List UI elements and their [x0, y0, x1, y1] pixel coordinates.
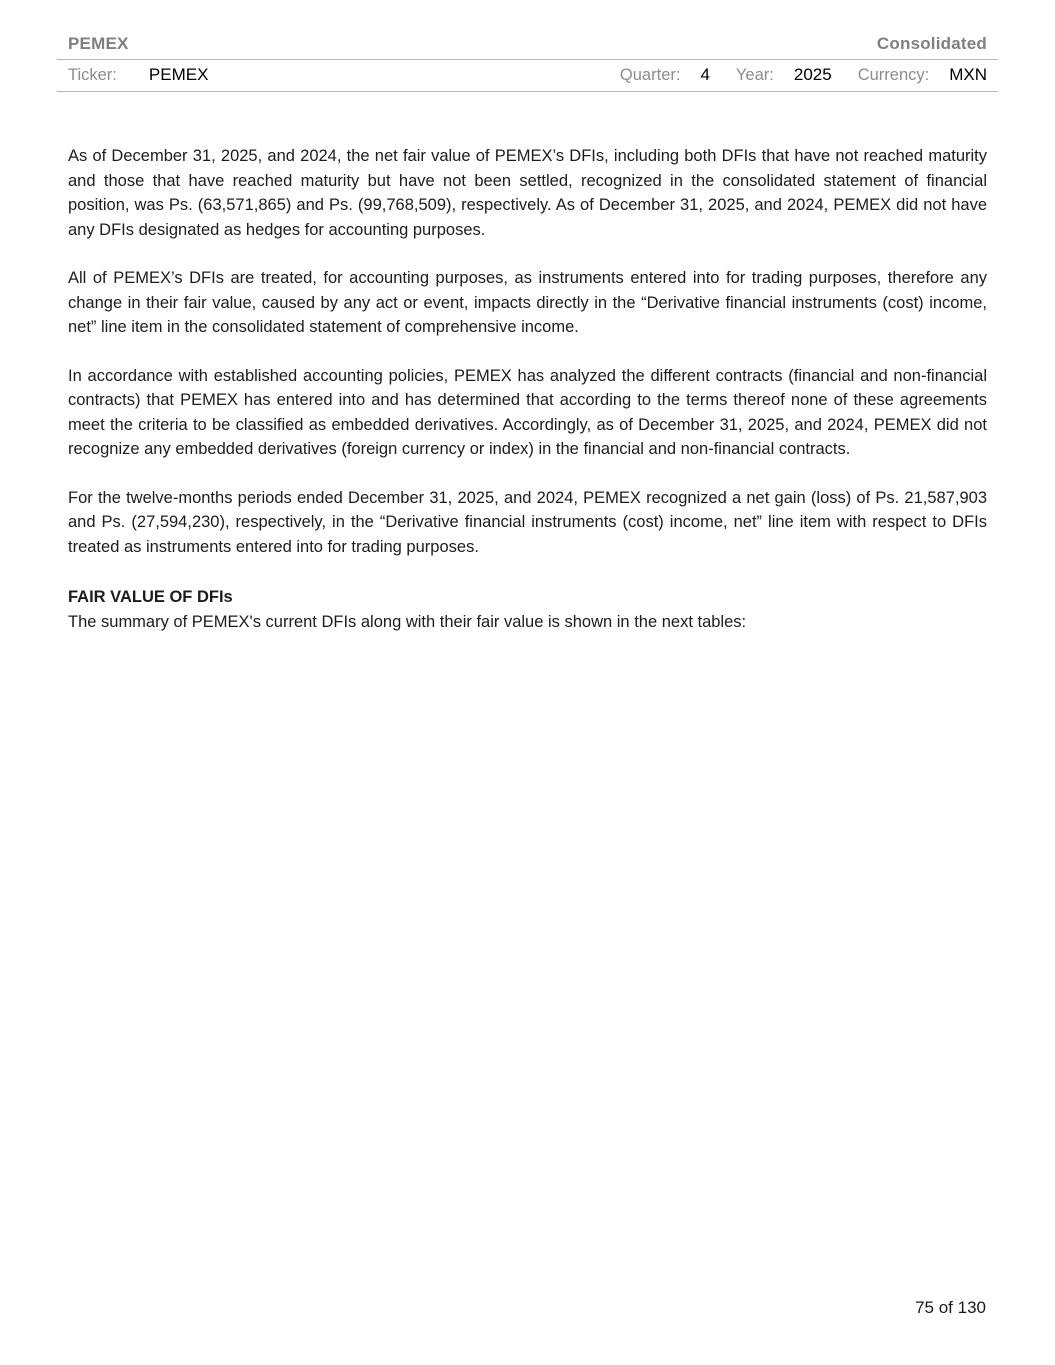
section-intro-text: The summary of PEMEX's current DFIs along with their fair value is shown in the next tables: — [68, 612, 747, 631]
quarter-value: 4 — [700, 65, 710, 84]
section-heading: FAIR VALUE OF DFIs — [68, 588, 233, 606]
currency-label: Currency: — [857, 66, 930, 84]
document-header — [57, 34, 998, 92]
ticker-label: Ticker: — [68, 66, 117, 84]
header-meta-row — [57, 60, 998, 92]
paragraph-net-fair-value: As of December 31, 2025, and 2024, the net fair value of PEMEX’s DFIs, including both DFIs that have not reached maturity and those that have reached maturity but have not been settled, recognized in the consolidated statement of financial position, was Ps. (63,571,865) and Ps. (99,768,509), respectively. As of December 31, 2025, and 2024, PEMEX did not have any DFIs designated as hedges for accounting purposes. — [68, 147, 987, 239]
year-value: 2025 — [793, 65, 832, 84]
currency-value: MXN — [949, 65, 987, 84]
header-title-row — [57, 34, 998, 60]
page-number-indicator: 75 of 130 — [915, 1298, 986, 1317]
fair-value-section — [68, 585, 987, 634]
year-label: Year: — [735, 66, 774, 84]
period-group — [620, 65, 987, 85]
document-body — [68, 144, 987, 634]
year-pair — [736, 65, 832, 85]
ticker-value: PEMEX — [148, 65, 209, 84]
ticker-group — [68, 65, 208, 85]
paragraph-trading-purposes: All of PEMEX’s DFIs are treated, for accounting purposes, as instruments entered into for trading purposes, therefore any change in their fair value, caused by any act or event, impacts directly in the “Derivative financial instruments (cost) income, net” line item in the consolidated statement of comprehensive income. — [68, 269, 987, 336]
quarter-label: Quarter: — [619, 66, 681, 84]
quarter-pair — [620, 65, 710, 85]
currency-pair — [858, 65, 987, 85]
paragraph-embedded-derivatives: In accordance with established accounting policies, PEMEX has analyzed the different contracts (financial and non-financial contracts) that PEMEX has entered into and has determined that according to the terms thereof none of these agreements meet the criteria to be classified as embedded derivatives. Accordingly, as of December 31, 2025, and 2024, PEMEX did not recognize any embedded derivatives (foreign currency or index) in the financial and non-financial contracts. — [68, 366, 987, 458]
paragraph-net-gain-loss: For the twelve-months periods ended December 31, 2025, and 2024, PEMEX recognized a net gain (loss) of Ps. 21,587,903 and Ps. (27,594,230), respectively, in the “Derivative financial instruments (cost) income, net” line item with respect to DFIs treated as instruments entered into for trading purposes. — [68, 488, 987, 556]
report-type-label: Consolidated — [876, 34, 987, 53]
company-name: PEMEX — [68, 34, 129, 53]
